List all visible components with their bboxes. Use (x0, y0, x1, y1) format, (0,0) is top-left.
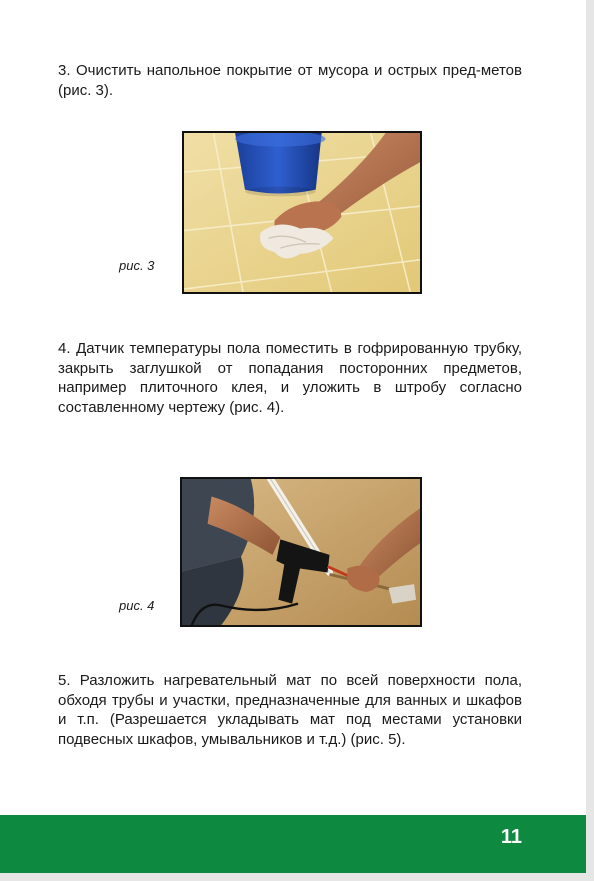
figure-4-caption: рис. 4 (119, 598, 155, 613)
step-3-paragraph: 3. Очистить напольное покрытие от мусора и острых пред-метов (рис. 3). (58, 62, 522, 99)
step-5-paragraph: 5. Разложить нагревательный мат по всей поверхности пола, обходя трубы и участки, предназначенные для ванных и шкафов и т.п. (Разрешается укладывать мат под местами установки подвесных шкафов, умывальников и т.д.) (рис. 5). (58, 672, 522, 748)
page-number: 11 (500, 826, 522, 848)
figure-3-caption: рис. 3 (119, 258, 155, 273)
footer-bar (0, 815, 586, 873)
figure-3-photo (182, 131, 422, 294)
step-4-paragraph: 4. Датчик температуры пола поместить в гофрированную трубку, закрыть заглушкой от попадания посторонних предметов, например плиточного клея, и уложить в штробу согласно составленному чертежу (рис. 4). (58, 340, 522, 416)
figure-4-photo (180, 477, 422, 627)
